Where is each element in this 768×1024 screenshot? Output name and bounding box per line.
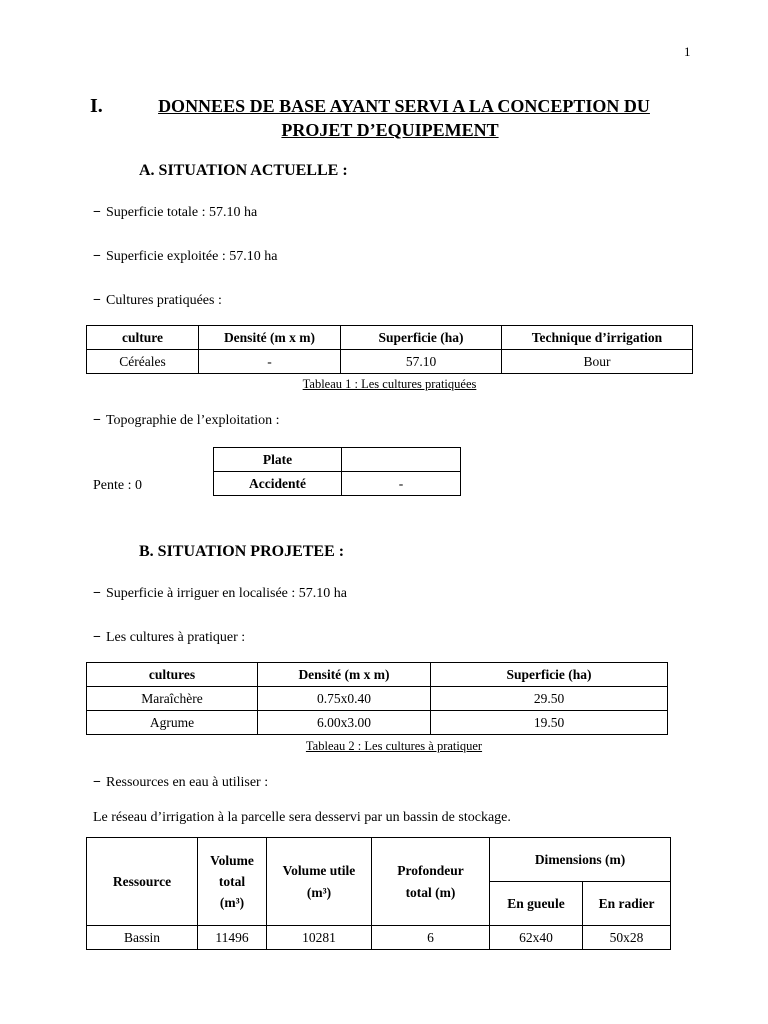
table1-header-densite: Densité (m x m) [199, 326, 341, 350]
dash-bullet: − [93, 630, 101, 645]
table3-cell: 10281 [267, 926, 372, 950]
table2-cell: 19.50 [431, 711, 668, 735]
superficie-exploitee-text: Superficie exploitée : 57.10 ha [105, 249, 278, 264]
table3-header-ressource: Ressource [87, 838, 198, 926]
table-row [87, 711, 668, 735]
table3-cell: 50x28 [583, 926, 671, 950]
table3-cell: 62x40 [490, 926, 583, 950]
table3-cell: 6 [372, 926, 490, 950]
table1-cell: 57.10 [341, 350, 502, 374]
table2-header-superficie: Superficie (ha) [431, 663, 668, 687]
table-row [87, 687, 668, 711]
heading-roman-numeral: I. [90, 95, 103, 117]
table3-header-profondeur-line2: total (m) [405, 884, 456, 900]
table3-cell: 11496 [198, 926, 267, 950]
table2-cell: 0.75x0.40 [258, 687, 431, 711]
table2-caption: Tableau 2 : Les cultures à pratiquer [305, 739, 483, 753]
table-row [214, 472, 461, 496]
table2-cell: Maraîchère [87, 687, 258, 711]
table1-header-superficie: Superficie (ha) [341, 326, 502, 350]
topographie-text: Topographie de l’exploitation : [105, 413, 280, 428]
table2-header-densite: Densité (m x m) [258, 663, 431, 687]
dash-bullet: − [93, 205, 101, 220]
table3-header-en-radier: En radier [583, 882, 671, 926]
table3-header-volume-utile-line2: (m³) [306, 884, 332, 900]
table-cultures-pratiquees [86, 325, 693, 374]
table1-cell: - [199, 350, 341, 374]
heading-line-1: DONNEES DE BASE AYANT SERVI A LA CONCEPTION DU [158, 96, 650, 116]
superficie-irriguer-item [93, 586, 347, 602]
dash-bullet: − [93, 293, 101, 308]
table2-header-cultures: cultures [87, 663, 258, 687]
table2-cell: Agrume [87, 711, 258, 735]
table1-cell: Céréales [87, 350, 199, 374]
superficie-totale-text: Superficie totale : 57.10 ha [105, 205, 258, 220]
table-cultures-a-pratiquer [86, 662, 668, 735]
superficie-irriguer-text: Superficie à irriguer en localisée : 57.10 ha [105, 586, 347, 601]
topo-label-plate: Plate [214, 448, 342, 472]
table1-header-culture: culture [87, 326, 199, 350]
table3-header-profondeur-line1: Profondeur [397, 862, 464, 878]
table2-cell: 29.50 [431, 687, 668, 711]
cultures-a-pratiquer-text: Les cultures à pratiquer : [105, 630, 246, 645]
dash-bullet: − [93, 249, 101, 264]
cultures-pratiquees-item [93, 293, 222, 309]
table-ressources [86, 837, 671, 950]
superficie-exploitee-item [93, 249, 277, 265]
table3-header-dimensions: Dimensions (m) [490, 838, 671, 882]
table-topographie [213, 447, 461, 496]
topographie-item [93, 413, 280, 429]
ressources-item [93, 775, 268, 791]
cultures-pratiquees-text: Cultures pratiquées : [105, 293, 222, 308]
table-row [87, 350, 693, 374]
table1-cell: Bour [502, 350, 693, 374]
table2-cell: 6.00x3.00 [258, 711, 431, 735]
table3-header-volume-total-line1: Volume [210, 853, 254, 868]
superficie-totale-item [93, 205, 257, 221]
table3-header-volume-utile-line1: Volume utile [282, 862, 356, 878]
topo-label-accidente: Accidenté [214, 472, 342, 496]
topo-value-accidente: - [342, 472, 461, 496]
section-b-title: B. SITUATION PROJETEE : [139, 543, 345, 560]
table-row [87, 926, 671, 950]
table-row [214, 448, 461, 472]
table3-header-profondeur [372, 838, 490, 926]
page-number: 1 [684, 44, 691, 59]
table3-header-en-gueule: En gueule [490, 882, 583, 926]
dash-bullet: − [93, 413, 101, 428]
table3-cell: Bassin [87, 926, 198, 950]
section-a-title: A. SITUATION ACTUELLE : [139, 162, 348, 179]
reseau-text: Le réseau d’irrigation à la parcelle sera desservi par un bassin de stockage. [93, 810, 511, 825]
dash-bullet: − [93, 586, 101, 601]
cultures-a-pratiquer-item [93, 630, 245, 646]
table3-header-volume-total-line3: (m³) [219, 895, 245, 910]
topo-value-plate [342, 448, 461, 472]
table3-header-volume-utile [267, 838, 372, 926]
table3-header-volume-total [198, 838, 267, 926]
table1-caption: Tableau 1 : Les cultures pratiquées [302, 377, 477, 391]
table3-header-volume-total-line2: total [218, 874, 246, 889]
ressources-text: Ressources en eau à utiliser : [105, 775, 269, 790]
main-heading [90, 94, 690, 142]
pente-text: Pente : 0 [93, 478, 142, 493]
dash-bullet: − [93, 775, 101, 790]
heading-line-2: PROJET D’EQUIPEMENT [281, 120, 499, 140]
table1-header-technique: Technique d’irrigation [502, 326, 693, 350]
